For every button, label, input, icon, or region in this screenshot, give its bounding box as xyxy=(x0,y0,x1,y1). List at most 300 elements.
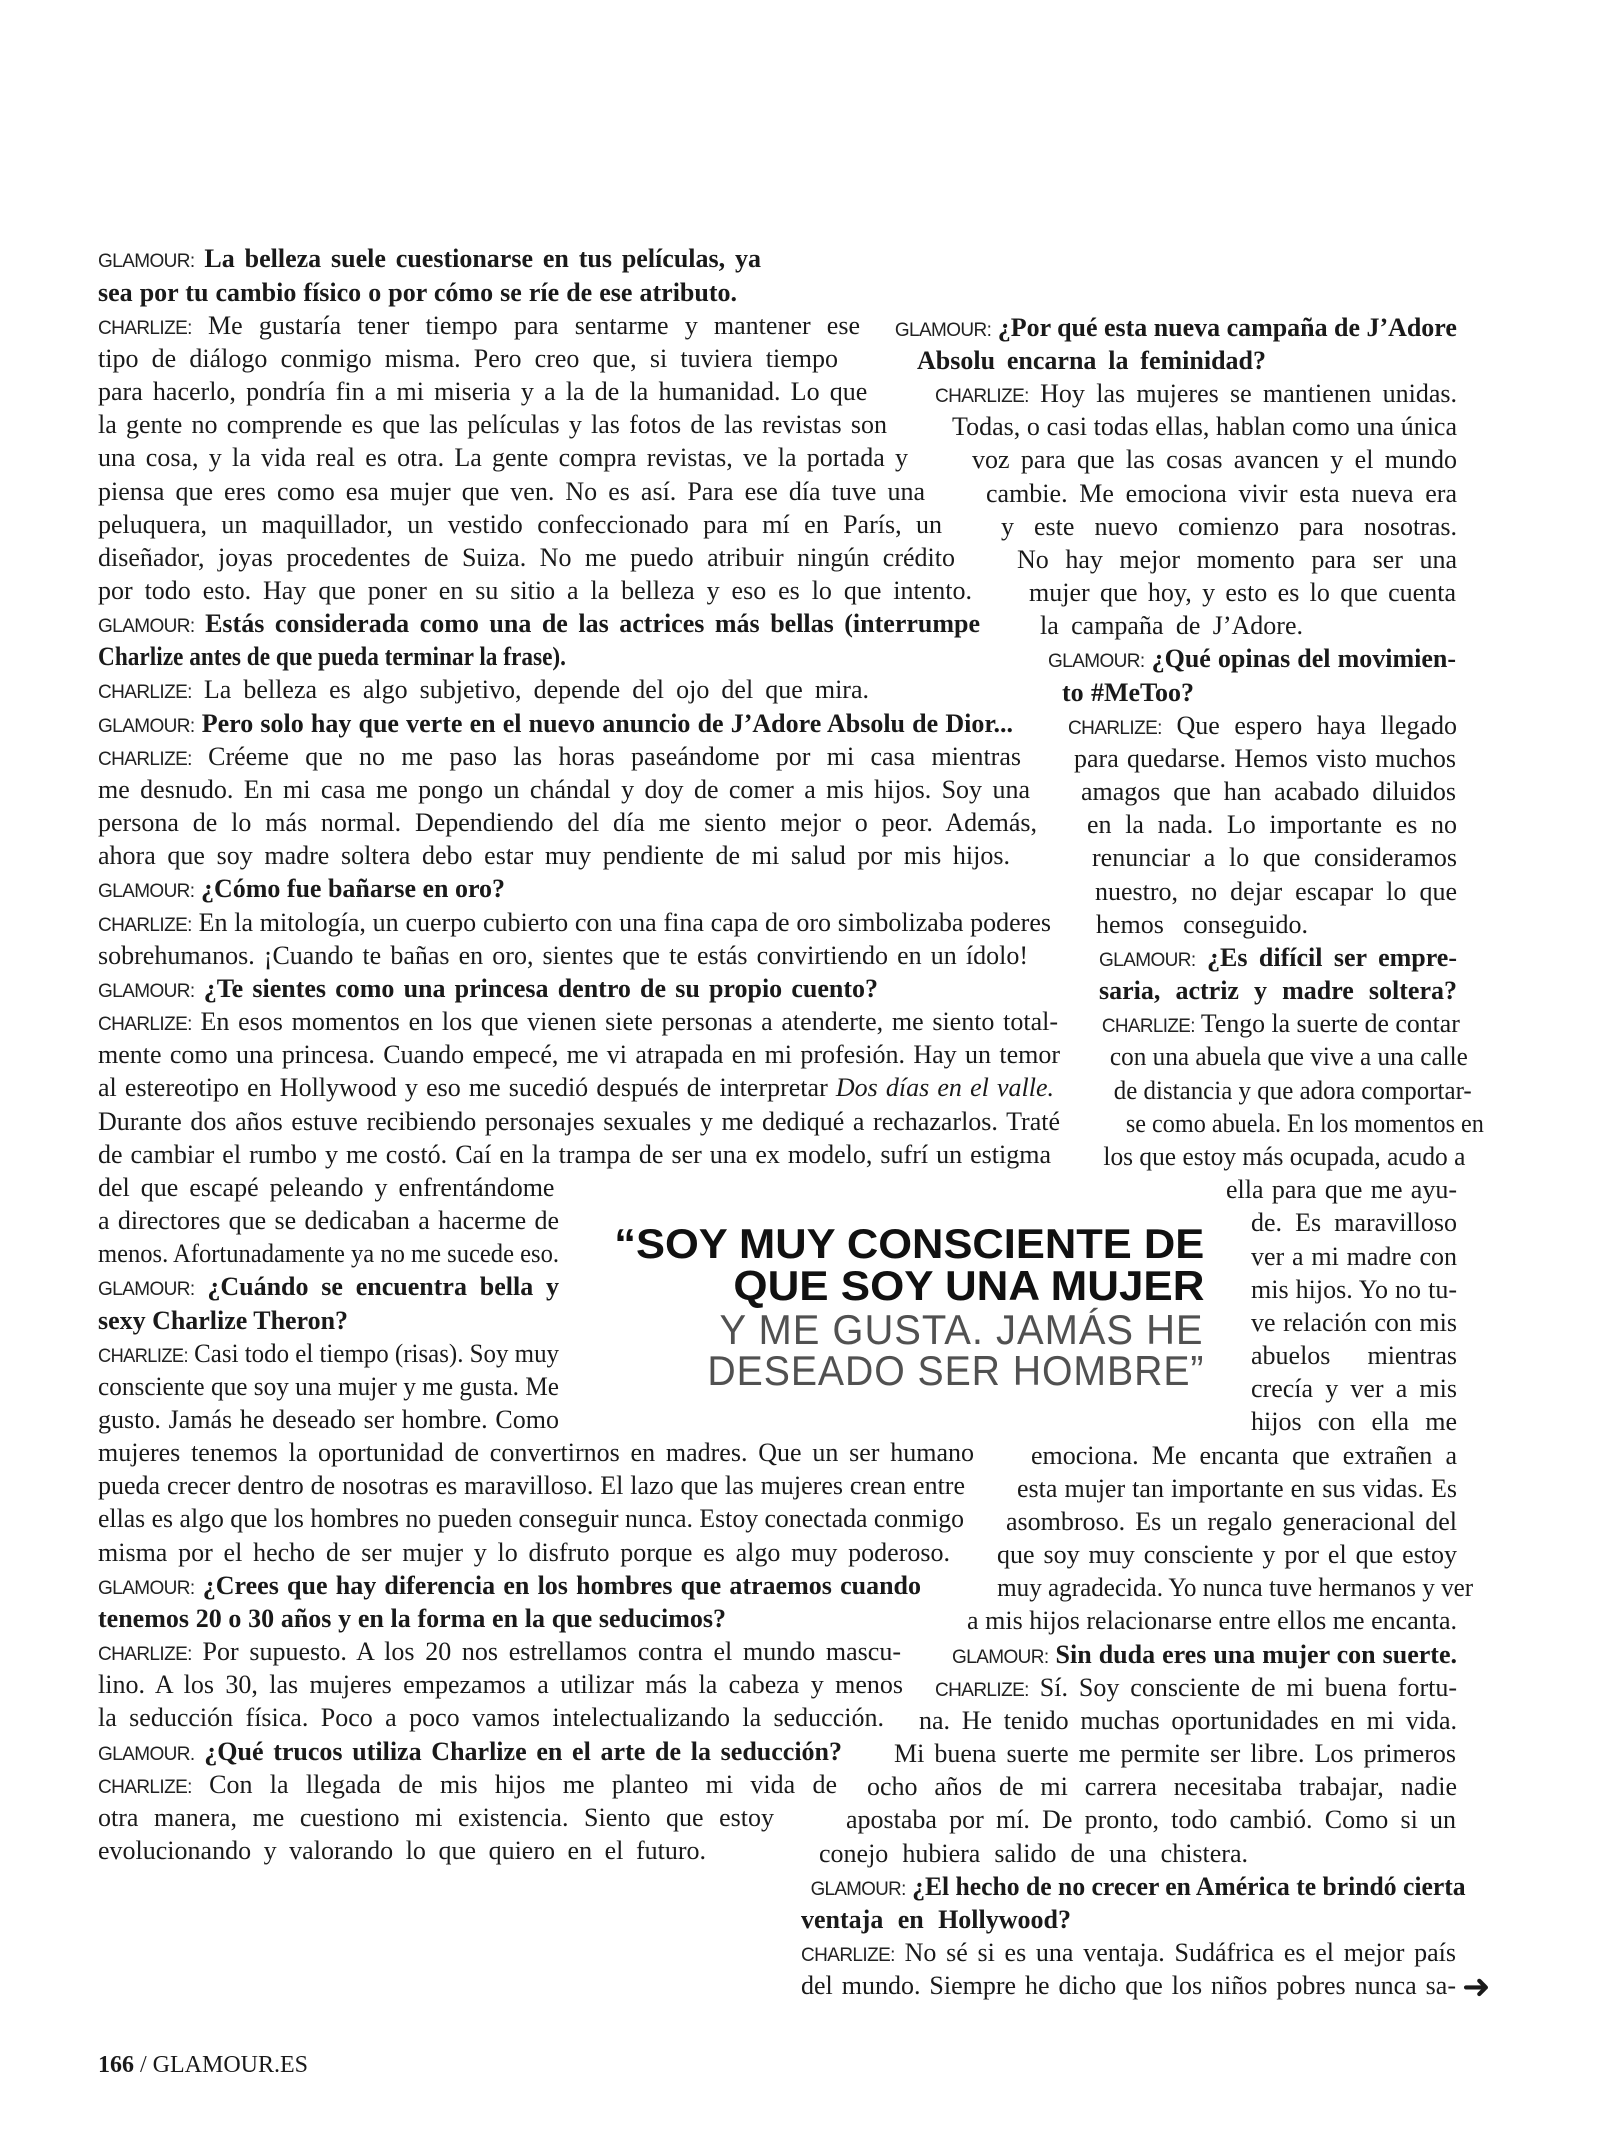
text-line xyxy=(98,1668,903,1702)
speaker-label: GLAMOUR: xyxy=(98,716,195,737)
text-line xyxy=(980,1571,1474,1605)
line-text xyxy=(98,1701,884,1735)
question-text: ¿El hecho de no crecer en América te brindó cierta xyxy=(912,1872,1466,1901)
answer-text: y este nuevo comienzo para nosotras. xyxy=(1001,512,1457,541)
answer-text: En la mitología, un cuerpo cubierto con una fina capa de oro simbolizaba poderes xyxy=(198,908,1051,937)
text-line xyxy=(98,872,505,906)
answer-text: nuestro, no dejar escapar lo que xyxy=(1095,877,1457,906)
speaker-label: GLAMOUR: xyxy=(1099,950,1196,971)
line-text xyxy=(98,1801,774,1835)
pull-quote-line xyxy=(733,1262,1204,1309)
answer-text: me desnudo. En mi casa me pongo un chándal y doy de comer a mis hijos. Soy una xyxy=(98,775,1030,804)
answer-text: al estereotipo en Hollywood y eso me sucedió después de interpretar xyxy=(98,1073,828,1102)
text-line xyxy=(1048,642,1456,676)
line-text xyxy=(895,311,1457,348)
line-text xyxy=(98,872,505,909)
text-line xyxy=(1099,941,1457,975)
speaker-label: GLAMOUR: xyxy=(98,881,195,902)
text-line xyxy=(98,375,871,409)
line-text xyxy=(1226,1173,1457,1207)
text-line xyxy=(919,1704,1457,1738)
answer-text: muy agradecida. Yo nunca tuve hermanos y ver xyxy=(997,1573,1474,1602)
text-line xyxy=(98,475,925,509)
answer-text: No hay mejor momento para ser una xyxy=(1017,545,1457,574)
text-line xyxy=(846,1803,1456,1837)
speaker-label: CHARLIZE: xyxy=(98,1777,192,1798)
question-text: sexy Charlize Theron? xyxy=(98,1306,348,1335)
text-line xyxy=(98,1536,950,1570)
text-line xyxy=(98,1834,706,1868)
line-text xyxy=(1251,1240,1457,1274)
speaker-label: GLAMOUR: xyxy=(98,251,195,272)
answer-text: Créeme que no me paso las horas paseándome por mi casa mientras xyxy=(208,742,1021,771)
pull-quote-line xyxy=(695,1306,1204,1353)
text-line xyxy=(98,1337,559,1371)
answer-text: Me gustaría tener tiempo para sentarme y mantener ese xyxy=(208,311,861,340)
speaker-label: GLAMOUR: xyxy=(98,981,195,1002)
line-text xyxy=(997,1538,1457,1572)
line-text xyxy=(98,276,737,310)
line-text xyxy=(1081,775,1456,809)
text-line xyxy=(98,1204,559,1238)
answer-text: en la nada. Lo importante es no xyxy=(1087,810,1457,839)
pull-quote-text: “SOY MUY CONSCIENTE DE xyxy=(614,1220,1204,1267)
question-text: Pero solo hay que verte en el nuevo anuncio de J’Adore Absolu de Dior... xyxy=(201,709,1013,738)
text-line xyxy=(98,972,878,1006)
answer-text: Sí. Soy consciente de mi buena fortu- xyxy=(1039,1673,1458,1702)
answer-text: ellas es algo que los hombres no pueden conseguir nunca. Estoy conectada conmigo xyxy=(98,1504,964,1533)
answer-text: de. Es maravilloso xyxy=(1251,1208,1457,1237)
text-line xyxy=(1095,1140,1466,1174)
text-line xyxy=(98,906,1051,940)
text-line xyxy=(1251,1405,1457,1439)
text-line xyxy=(1251,1240,1457,1274)
line-text xyxy=(98,242,761,279)
answer-text: Casi todo el tiempo (risas). Soy muy xyxy=(194,1339,559,1368)
text-line xyxy=(1095,875,1457,909)
answer-text: En esos momentos en los que vienen siete personas a atenderte, me siento total- xyxy=(200,1007,1058,1036)
text-line xyxy=(935,1671,1457,1705)
line-text xyxy=(98,1270,559,1307)
line-text xyxy=(98,1138,1051,1172)
pull-quote-text: QUE SOY UNA MUJER xyxy=(733,1262,1204,1309)
question-text: La belleza suele cuestionarse en tus películas, ya xyxy=(204,244,761,273)
answer-text: mente como una princesa. Cuando empecé, me vi atrapada en mi profesión. Hay un temor xyxy=(98,1040,1060,1069)
answer-text: mis hijos. Yo no tu- xyxy=(1251,1275,1457,1304)
page-number: 166 xyxy=(98,2052,134,2078)
text-line xyxy=(98,1171,559,1205)
question-text: Charlize antes de que pueda terminar la frase). xyxy=(98,642,566,671)
text-line xyxy=(98,441,908,475)
speaker-label: GLAMOUR: xyxy=(894,320,992,341)
answer-text: peluquera, un maquillador, un vestido confeccionado para mí en París, un xyxy=(98,510,942,539)
line-text xyxy=(98,541,955,575)
line-text xyxy=(1251,1372,1457,1406)
text-line xyxy=(98,673,869,707)
line-text xyxy=(98,1668,903,1702)
line-text xyxy=(894,1737,1456,1771)
line-text xyxy=(98,939,1028,973)
answer-text: para hacerlo, pondría fin a mi miseria y a la de la humanidad. Lo que xyxy=(98,377,868,406)
line-text xyxy=(98,607,980,644)
line-text xyxy=(98,1038,1060,1072)
answer-text: con una abuela que vive a una calle xyxy=(1109,1042,1468,1071)
line-text xyxy=(98,1834,706,1868)
answer-text: Que espero haya llegado xyxy=(1176,711,1457,740)
line-text xyxy=(1103,1140,1465,1174)
answer-text: emociona. Me encanta que extrañen a xyxy=(1031,1441,1457,1470)
speaker-label: CHARLIZE: xyxy=(935,1680,1029,1701)
speaker-label: CHARLIZE: xyxy=(801,1945,895,1966)
text-line xyxy=(1087,808,1457,842)
text-line xyxy=(1251,1206,1457,1240)
footer-separator: / xyxy=(134,2052,153,2078)
line-text xyxy=(952,410,1457,444)
answer-text: Todas, o casi todas ellas, hablan como una única xyxy=(952,412,1457,441)
speaker-label: CHARLIZE: xyxy=(98,1346,188,1367)
text-line xyxy=(967,1604,1457,1638)
answer-text: de distancia y que adora comportar- xyxy=(1113,1076,1472,1105)
line-text xyxy=(98,707,1013,744)
line-text xyxy=(98,1171,554,1205)
line-text xyxy=(1040,609,1303,643)
answer-text: mujeres tenemos la oportunidad de convertirnos en madres. Que un ser humano xyxy=(98,1438,974,1467)
line-text xyxy=(98,1204,559,1238)
answer-text: Mi buena suerte me permite ser libre. Los primeros xyxy=(894,1739,1456,1768)
text-line xyxy=(1099,1107,1484,1141)
text-line xyxy=(1031,1439,1457,1473)
text-line xyxy=(98,1469,965,1503)
line-text xyxy=(98,1337,559,1374)
answer-text: abuelos mientras xyxy=(1251,1341,1457,1370)
answer-text: sobrehumanos. ¡Cuando te bañas en oro, sientes que te estás convirtiendo en un ídolo! xyxy=(98,941,1028,970)
answer-text: cambie. Me emociona vivir esta nueva era xyxy=(986,479,1457,508)
answer-text: para quedarse. Hemos visto muchos xyxy=(1074,744,1456,773)
speaker-label: GLAMOUR: xyxy=(98,1279,195,1300)
line-text xyxy=(1251,1405,1457,1439)
line-text xyxy=(98,773,1030,807)
text-line xyxy=(801,1936,1456,1970)
text-line xyxy=(98,773,1030,807)
answer-text: na. He tenido muchas oportunidades en mi vida. xyxy=(919,1706,1457,1735)
answer-text: hijos con ella me xyxy=(1251,1407,1457,1436)
line-text xyxy=(98,1735,842,1772)
text-line xyxy=(1251,1306,1457,1340)
line-text xyxy=(1087,808,1457,842)
line-text xyxy=(1095,875,1457,909)
line-text xyxy=(801,1969,1456,2003)
question-text: ventaja en Hollywood? xyxy=(801,1905,1071,1934)
line-text xyxy=(1251,1273,1457,1307)
line-text xyxy=(1074,742,1456,776)
answer-text: menos. Afortunadamente ya no me sucede eso. xyxy=(98,1239,559,1268)
answer-text: conejo hubiera salido de una chistera. xyxy=(819,1839,1248,1868)
answer-text: esta mujer tan importante en sus vidas. Es xyxy=(1017,1474,1457,1503)
line-text xyxy=(1006,1505,1457,1539)
line-text xyxy=(935,377,1457,414)
line-text xyxy=(1251,1206,1457,1240)
line-text xyxy=(967,1604,1457,1638)
arrow-right-icon: ➜ xyxy=(1462,1967,1491,2007)
line-text xyxy=(98,806,1037,840)
line-text xyxy=(98,441,908,475)
answer-text: ahora que soy madre soltera debo estar muy pendiente de mi salud por mis hijos. xyxy=(98,841,1010,870)
line-text xyxy=(801,1936,1456,1973)
question-text: ¿Crees que hay diferencia en los hombres que atraemos cuando xyxy=(202,1571,922,1600)
answer-text: a directores que se dedicaban a hacerme de xyxy=(98,1206,559,1235)
line-text xyxy=(98,1536,950,1570)
line-text xyxy=(846,1803,1456,1837)
answer-text: La belleza es algo subjetivo, depende del ojo del que mira. xyxy=(203,675,869,704)
line-text xyxy=(98,375,867,409)
text-line xyxy=(801,1969,1456,2003)
answer-text: una cosa, y la vida real es otra. La gente compra revistas, ve la portada y xyxy=(98,443,908,472)
answer-text: Por supuesto. A los 20 nos estrellamos contra el mundo mascu- xyxy=(202,1637,901,1666)
text-line xyxy=(819,1837,1248,1871)
speaker-label: CHARLIZE: xyxy=(98,318,192,339)
text-line xyxy=(98,1071,1054,1105)
line-text xyxy=(98,1071,1054,1105)
text-line xyxy=(972,443,1457,477)
line-text xyxy=(952,1638,1457,1675)
line-text xyxy=(98,640,566,674)
text-line xyxy=(1081,775,1456,809)
text-line xyxy=(98,939,1028,973)
text-line xyxy=(894,1737,1456,1771)
line-text xyxy=(935,1671,1457,1708)
answer-text: diseñador, joyas procedentes de Suiza. No me puedo atribuir ningún crédito xyxy=(98,543,955,572)
text-line xyxy=(98,1801,774,1835)
text-line xyxy=(1001,510,1457,544)
line-text xyxy=(1017,543,1457,577)
answer-text: piensa que eres como esa mujer que ven. No es así. Para ese día tuve una xyxy=(98,477,925,506)
text-line xyxy=(986,477,1457,511)
text-line xyxy=(867,1770,1457,1804)
line-text xyxy=(1126,1107,1484,1141)
line-text xyxy=(98,1635,901,1672)
line-text xyxy=(801,1903,1071,1937)
pull-quote-text: Y ME GUSTA. JAMÁS HE xyxy=(720,1306,1204,1353)
text-line xyxy=(98,1768,837,1802)
line-text xyxy=(811,1870,1466,1907)
line-text xyxy=(1001,510,1457,544)
speaker-label: CHARLIZE: xyxy=(98,749,192,770)
line-text xyxy=(919,1704,1457,1738)
answer-text: Durante dos años estuve recibiendo personajes sexuales y me dediqué a rechazarlos. Traté xyxy=(98,1107,1060,1136)
line-text xyxy=(98,740,1021,777)
line-text xyxy=(98,1436,974,1470)
text-line xyxy=(1251,1273,1457,1307)
answer-text: ocho años de mi carrera necesitaba trabajar, nadie xyxy=(867,1772,1457,1801)
answer-text: del que escapé peleando y enfrentándome xyxy=(98,1173,555,1202)
text-line xyxy=(98,740,1021,774)
answer-text: persona de lo más normal. Dependiendo del día me siento mejor o peor. Además, xyxy=(98,808,1037,837)
question-text: tenemos 20 o 30 años y en la forma en la que seducimos? xyxy=(98,1604,726,1633)
speaker-label: GLAMOUR: xyxy=(98,616,195,637)
question-text: Absolu encarna la feminidad? xyxy=(917,346,1266,375)
line-text xyxy=(1096,908,1308,942)
text-line xyxy=(98,276,737,310)
line-text xyxy=(1031,1439,1457,1473)
text-line xyxy=(98,1270,559,1304)
text-line xyxy=(98,541,955,575)
text-line xyxy=(98,342,838,376)
answer-text: No sé si es una ventaja. Sudáfrica es el mejor país xyxy=(904,1938,1456,1967)
line-text xyxy=(1099,941,1457,978)
answer-text: otra manera, me cuestiono mi existencia. Siento que estoy xyxy=(98,1803,774,1832)
page-footer xyxy=(98,2052,308,2079)
answer-text: voz para que las cosas avancen y el mundo xyxy=(972,445,1457,474)
text-line xyxy=(801,1870,1466,1904)
line-text xyxy=(98,839,1010,873)
line-text xyxy=(1251,1306,1457,1340)
line-text xyxy=(98,1768,837,1805)
line-text xyxy=(98,1602,726,1636)
text-line xyxy=(1006,1505,1457,1539)
pull-quote-line xyxy=(614,1220,1204,1267)
answer-text: la gente no comprende es que las películas y las fotos de las revistas son xyxy=(98,410,887,439)
line-text xyxy=(1017,1472,1457,1506)
line-text xyxy=(1114,1074,1472,1108)
text-line xyxy=(952,1638,1457,1672)
text-line xyxy=(98,1237,559,1271)
text-line xyxy=(98,1304,348,1338)
text-line xyxy=(98,1701,884,1735)
answer-text: ve relación con mis xyxy=(1251,1308,1457,1337)
text-line xyxy=(98,1005,1058,1039)
text-line xyxy=(98,1436,974,1470)
text-line xyxy=(98,1105,1060,1139)
text-line xyxy=(98,640,566,674)
answer-text: del mundo. Siempre he dicho que los niños pobres nunca sa- xyxy=(801,1971,1456,2000)
line-text xyxy=(98,972,878,1009)
speaker-label: CHARLIZE: xyxy=(98,1014,192,1035)
answer-text: pueda crecer dentro de nosotras es maravilloso. El lazo que las mujeres crean entre xyxy=(98,1471,965,1500)
question-text: ¿Qué opinas del movimien- xyxy=(1151,644,1456,673)
line-text xyxy=(1099,974,1457,1008)
answer-text: Hoy las mujeres se mantienen unidas. xyxy=(1040,379,1457,408)
line-text xyxy=(98,1370,559,1404)
text-line xyxy=(98,1370,559,1404)
line-text xyxy=(98,1502,964,1536)
line-text xyxy=(98,906,1051,943)
answer-text: renunciar a lo que consideramos xyxy=(1092,843,1457,872)
text-line xyxy=(98,1038,1060,1072)
pull-quote-line xyxy=(672,1347,1204,1394)
question-text: ¿Es difícil ser empre- xyxy=(1207,943,1458,972)
text-line xyxy=(98,1138,1051,1172)
question-text: ¿Cómo fue bañarse en oro? xyxy=(200,874,505,903)
answer-text: hemos conseguido. xyxy=(1096,910,1308,939)
line-text xyxy=(98,475,925,509)
line-text xyxy=(867,1770,1457,1804)
speaker-label: GLAMOUR: xyxy=(952,1647,1049,1668)
answer-text: se como abuela. En los momentos en xyxy=(1125,1109,1484,1138)
answer-text: asombroso. Es un regalo generacional del xyxy=(1006,1507,1457,1536)
line-text xyxy=(98,574,972,608)
answer-text: a mis hijos relacionarse entre ellos me encanta. xyxy=(967,1606,1457,1635)
text-line xyxy=(98,1602,726,1636)
text-line xyxy=(1226,1173,1457,1207)
text-line xyxy=(1017,1472,1457,1506)
text-line xyxy=(98,1735,842,1769)
answer-text: por todo esto. Hay que poner en su sitio a la belleza y eso es lo que intento. xyxy=(98,576,972,605)
text-line xyxy=(801,1903,1071,1937)
answer-text: misma por el hecho de ser mujer y lo disfruto porque es algo muy poderoso. xyxy=(98,1538,950,1567)
speaker-label: CHARLIZE: xyxy=(935,386,1029,407)
footer-site: GLAMOUR.ES xyxy=(152,2052,309,2078)
line-text xyxy=(98,1237,559,1271)
speaker-label: GLAMOUR. xyxy=(98,1744,195,1765)
text-line xyxy=(1029,576,1456,610)
answer-text: crecía y ver a mis xyxy=(1251,1374,1457,1403)
text-line xyxy=(98,242,761,276)
line-text xyxy=(1068,709,1457,746)
text-line xyxy=(98,707,1013,741)
line-text xyxy=(1102,1007,1460,1044)
line-text xyxy=(98,1569,921,1606)
answer-text: que soy muy consciente y por el que estoy xyxy=(997,1540,1457,1569)
question-text: ¿Te sientes como una princesa dentro de su propio cuento? xyxy=(203,974,879,1003)
text-line xyxy=(935,377,1457,411)
text-line xyxy=(98,408,887,442)
text-line xyxy=(1096,908,1308,942)
text-line xyxy=(1099,1007,1460,1041)
line-text xyxy=(98,1304,348,1338)
answer-text: ver a mi madre con xyxy=(1251,1242,1457,1271)
answer-text: los que estoy más ocupada, acudo a xyxy=(1103,1142,1466,1171)
speaker-label: CHARLIZE: xyxy=(98,1644,192,1665)
question-text: sea por tu cambio físico o por cómo se ríe de ese atributo. xyxy=(98,278,737,307)
line-text xyxy=(997,1571,1473,1605)
film-title: Dos días en el valle. xyxy=(835,1073,1054,1102)
question-text: to #MeToo? xyxy=(1062,678,1194,707)
answer-text: gusto. Jamás he deseado ser hombre. Como xyxy=(98,1405,559,1434)
text-line xyxy=(1092,841,1457,875)
line-text xyxy=(1048,642,1456,679)
answer-text: la seducción física. Poco a poco vamos intelectualizando la seducción. xyxy=(98,1703,884,1732)
line-text xyxy=(1092,841,1457,875)
text-line xyxy=(917,344,1266,378)
answer-text: ella para que me ayu- xyxy=(1226,1175,1457,1204)
answer-text: de cambiar el rumbo y me costó. Caí en la trampa de ser una ex modelo, sufrí un estigma xyxy=(98,1140,1051,1169)
text-line xyxy=(98,1569,921,1603)
text-line xyxy=(98,508,942,542)
line-text xyxy=(98,408,887,442)
speaker-label: GLAMOUR: xyxy=(810,1879,906,1900)
answer-text: mujer que hoy, y esto es lo que cuenta xyxy=(1029,578,1456,607)
line-text xyxy=(98,508,942,542)
answer-text: amagos que han acabado diluidos xyxy=(1081,777,1456,806)
text-line xyxy=(1040,609,1303,643)
speaker-label: CHARLIZE: xyxy=(1101,1016,1195,1037)
text-line xyxy=(98,574,972,608)
text-line xyxy=(1099,1074,1472,1108)
speaker-label: CHARLIZE: xyxy=(1068,718,1162,739)
line-text xyxy=(1251,1339,1457,1373)
answer-text: la campaña de J’Adore. xyxy=(1040,611,1303,640)
text-line xyxy=(98,1403,559,1437)
answer-text: lino. A los 30, las mujeres empezamos a utilizar más la cabeza y menos xyxy=(98,1670,903,1699)
answer-text: Con la llegada de mis hijos me planteo mi vida de xyxy=(209,1770,837,1799)
line-text xyxy=(98,1403,559,1437)
question-text: Sin duda eres una mujer con suerte. xyxy=(1055,1640,1457,1669)
text-line xyxy=(98,1635,901,1669)
line-text xyxy=(98,342,838,376)
line-text xyxy=(917,344,1266,378)
question-text: Estás considerada como una de las actrices más bellas (interrumpe xyxy=(205,609,981,638)
answer-text: Tengo la suerte de contar xyxy=(1200,1009,1460,1038)
